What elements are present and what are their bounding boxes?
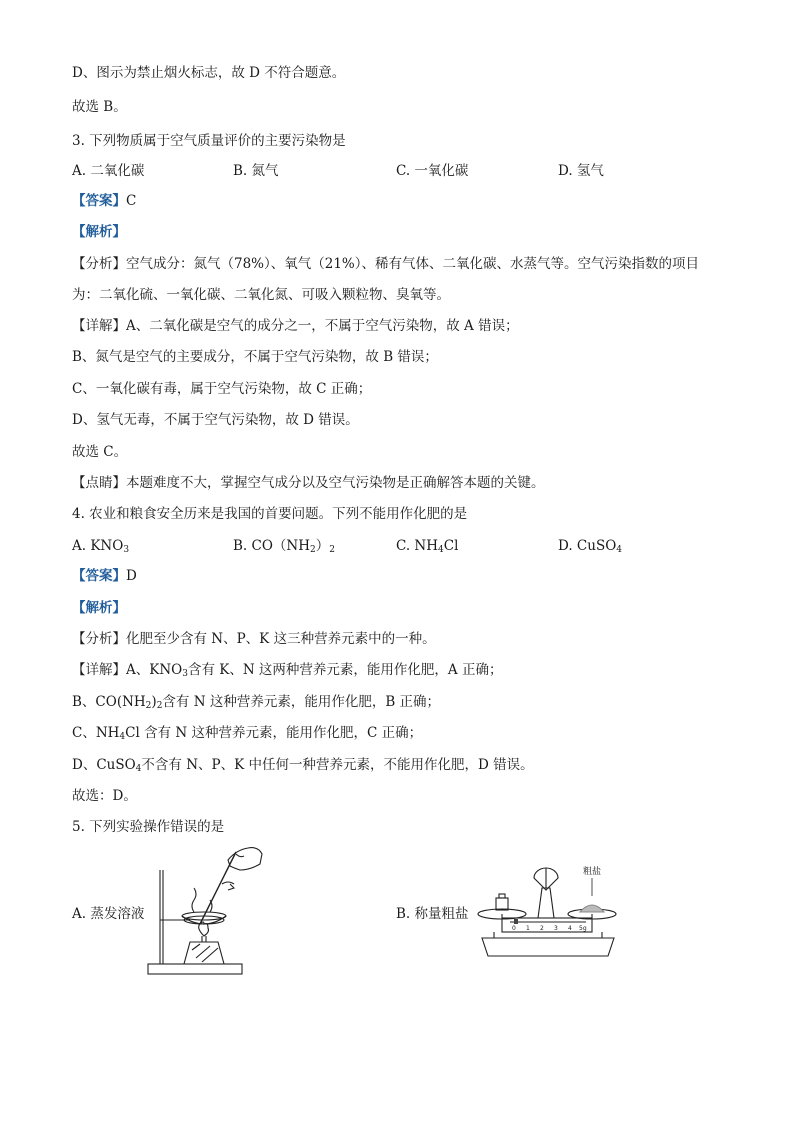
q4-choose: 故选：D。 [72,788,137,804]
q3-line-c: C、一氧化碳有毒，属于空气污染物，故 C 正确； [72,381,372,397]
q3-fenxi-line-1 [72,255,699,273]
q4-fenxi-line [72,630,436,648]
q4-fenxi-text: 化肥至少含有 N、P、K 这三种营养元素中的一种。 [126,631,436,647]
q3-option-a: A. 二氧化碳 [72,163,145,179]
balance-scale-figure [474,858,624,963]
q3-dianjing-text: 本题难度不大，掌握空气成分以及空气污染物是正确解答本题的关键。 [126,475,545,491]
q3-analysis-line [72,223,126,241]
scale-tick-label: 5g [579,925,587,932]
analysis-tag: 【解析】 [72,600,126,616]
q3-dianjing-line [72,474,545,492]
q4-xiangjie-a: 【详解】A、$KNO_3$含有 K、N 这两种营养元素，能用作化肥，A 正确； [72,662,503,679]
scale-tick-label: 4 [568,925,572,932]
balance-base [482,938,614,956]
salt-pile [580,905,604,912]
q3-xiangjie-line [72,317,519,335]
analysis-tag: 【解析】 [72,224,126,240]
q3-xiangjie-text: A、二氧化碳是空气的成分之一，不属于空气污染物，故 A 错误； [126,318,519,334]
xiangjie-tag: 【详解】 [72,318,126,334]
q3-fenxi-line-2: 为：二氧化硫、一氧化碳、二氧化氮、可吸入颗粒物、臭氧等。 [72,287,450,303]
salt-label: 粗盐 [582,867,602,877]
q3-line-d: D、氢气无毒，不属于空气污染物，故 D 错误。 [72,412,359,428]
q4-analysis-line [72,599,126,617]
q4-xiangjie-b: B、$CO(NH_2)_2$含有 N 这种营养元素，能用作化肥，B 正确； [72,694,441,711]
q3-fenxi-text-1: 空气成分：氮气（78%）、氧气（21%）、稀有气体、二氧化碳、水蒸气等。空气污染指数的项目 [126,256,700,272]
fenxi-tag: 【分析】 [72,631,126,647]
q5-option-a: A. 蒸发溶液 [72,906,145,922]
q5-stem: 5. 下列实验操作错误的是 [72,819,225,835]
fenxi-tag: 【分析】 [72,256,126,272]
scale-tick-label: 2 [540,925,544,932]
q3-choose: 故选 C。 [72,444,128,460]
q4-option-b: B. $CO(NH_2)_2$ [233,538,335,555]
q4-answer-line [72,567,137,585]
q3-answer-line [72,192,136,210]
q4-option-c: C. $NH_4Cl$ [396,538,459,555]
q4-xiangjie-c: C、$NH_4Cl$ 含有 N 这种营养元素，能用作化肥，C 正确； [72,725,423,742]
dianjing-tag: 【点睛】 [72,475,126,491]
stand-base [148,964,242,974]
answer-tag: 【答案】 [72,193,126,209]
q4-option-d: D. CuSO$_4$ [558,538,622,555]
q4-option-a: A. $KNO_3$ [72,538,130,555]
scale-tick-label: 0 [512,925,516,932]
q3-answer: C [126,193,137,209]
q3-option-b: B. 氮气 [233,163,279,179]
q4-stem: 4. 农业和粮食安全历来是我国的首要问题。下列不能用作化肥的是 [72,506,468,522]
answer-tag: 【答案】 [72,568,126,584]
weight [496,898,508,910]
q4-xiangjie-d: D、CuSO$_4$不含有 N、P、K 中任何一种营养元素，不能用作化肥，D 错误。 [72,757,534,774]
rider [514,919,518,924]
prev-d-line: D、图示为禁止烟火标志，故 D 不符合题意。 [72,65,346,81]
evaporation-apparatus-figure [140,840,265,980]
q3-option-d: D. 氢气 [558,163,604,179]
q3-line-b: B、氮气是空气的主要成分，不属于空气污染物，故 B 错误； [72,349,438,365]
flame [199,922,209,936]
xiangjie-tag: 【详解】 [72,662,126,678]
q3-option-c: C. 一氧化碳 [396,163,469,179]
scale-tick-label: 1 [526,925,530,932]
prev-choose: 故选 B。 [72,99,127,115]
q5-option-b: B. 称量粗盐 [396,906,469,922]
scale-tick-label: 3 [554,925,558,932]
q4-answer: D [126,568,137,584]
q3-stem: 3. 下列物质属于空气质量评价的主要污染物是 [72,133,346,149]
